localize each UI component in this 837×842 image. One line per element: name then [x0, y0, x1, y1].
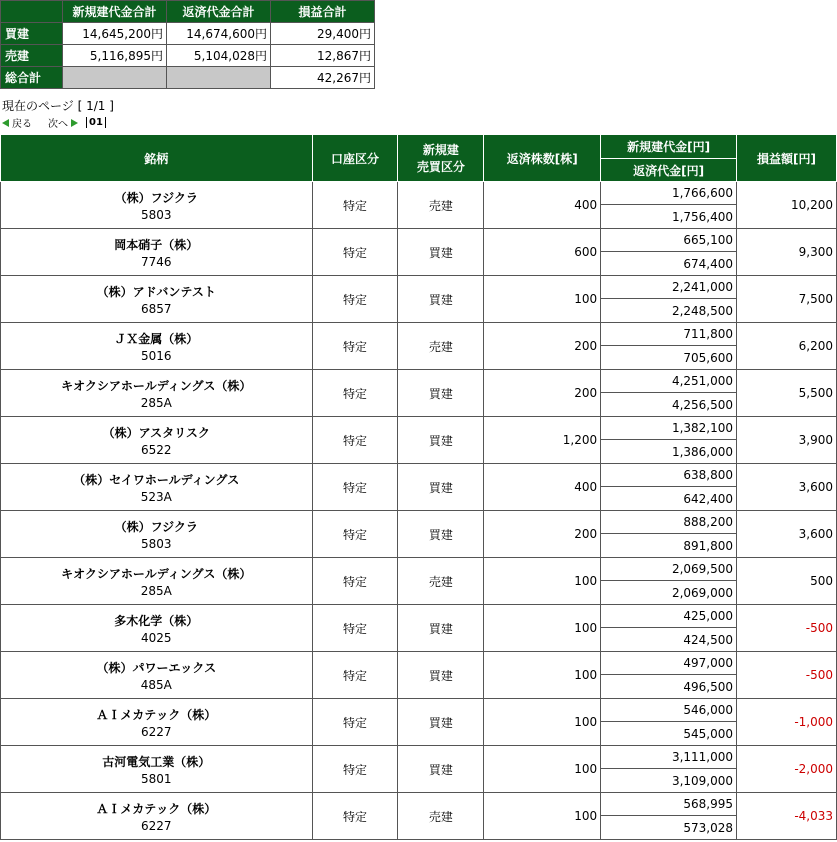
stock-code: 523A [140, 489, 172, 504]
account-type: 特定 [312, 229, 398, 276]
stock-code: 485A [140, 677, 172, 692]
prev-arrow-icon [2, 119, 9, 127]
col-header-close-amount: 返済代金[円] [601, 159, 737, 182]
positions-table [0, 134, 837, 840]
table-row [1, 746, 837, 769]
col-header-qty: 返済株数[株] [484, 135, 601, 182]
summary-empty-cell [167, 67, 271, 89]
page-info: 現在のページ [ 1/1 ] [2, 99, 114, 113]
stock-code: 6522 [141, 442, 172, 457]
table-row [1, 793, 837, 816]
stock-name: 古河電気工業（株） [102, 754, 211, 769]
summary-pl-total: 12,867円 [271, 45, 375, 67]
account-type: 特定 [312, 699, 398, 746]
close-amount: 642,400 [601, 487, 737, 511]
col-header-account: 口座区分 [312, 135, 398, 182]
profit-loss: 3,600 [737, 464, 837, 511]
close-amount: 3,109,000 [601, 769, 737, 793]
new-amount: 1,766,600 [601, 182, 737, 205]
col-header-name: 銘柄 [1, 135, 313, 182]
stock-cell [1, 511, 313, 558]
current-page: 01 [86, 117, 106, 128]
account-type: 特定 [312, 370, 398, 417]
stock-code: 5803 [141, 536, 172, 551]
table-row [1, 229, 837, 252]
trade-side: 買建 [398, 229, 484, 276]
trade-side: 買建 [398, 370, 484, 417]
stock-cell [1, 182, 313, 229]
profit-loss: -1,000 [737, 699, 837, 746]
new-amount: 1,382,100 [601, 417, 737, 440]
summary-new-total: 14,645,200円 [63, 23, 167, 45]
summary-new-total: 5,116,895円 [63, 45, 167, 67]
close-amount: 705,600 [601, 346, 737, 370]
account-type: 特定 [312, 511, 398, 558]
summary-header-new: 新規建代金合計 [63, 1, 167, 23]
stock-cell [1, 605, 313, 652]
trade-side: 買建 [398, 746, 484, 793]
new-amount: 568,995 [601, 793, 737, 816]
stock-cell [1, 699, 313, 746]
profit-loss: 500 [737, 558, 837, 605]
stock-cell [1, 464, 313, 511]
summary-row-sell [1, 45, 375, 67]
account-type: 特定 [312, 276, 398, 323]
new-amount: 4,251,000 [601, 370, 737, 393]
new-amount: 665,100 [601, 229, 737, 252]
stock-code: 5803 [141, 207, 172, 222]
profit-loss: -500 [737, 605, 837, 652]
stock-code: 6227 [141, 724, 172, 739]
close-amount: 424,500 [601, 628, 737, 652]
stock-cell [1, 793, 313, 840]
profit-loss: 3,600 [737, 511, 837, 558]
stock-code: 285A [140, 395, 172, 410]
close-qty: 400 [484, 464, 601, 511]
new-amount: 888,200 [601, 511, 737, 534]
table-row [1, 464, 837, 487]
close-qty: 100 [484, 558, 601, 605]
new-amount: 3,111,000 [601, 746, 737, 769]
trade-side: 売建 [398, 793, 484, 840]
table-row [1, 417, 837, 440]
account-type: 特定 [312, 417, 398, 464]
stock-name: ＡＩメカテック（株） [96, 707, 217, 722]
new-amount: 425,000 [601, 605, 737, 628]
table-row [1, 182, 837, 205]
stock-cell [1, 370, 313, 417]
account-type: 特定 [312, 558, 398, 605]
new-amount: 497,000 [601, 652, 737, 675]
close-amount: 573,028 [601, 816, 737, 840]
close-amount: 4,256,500 [601, 393, 737, 417]
summary-pl-total: 29,400円 [271, 23, 375, 45]
profit-loss: -500 [737, 652, 837, 699]
next-page-link[interactable]: 次へ [48, 119, 68, 130]
table-row [1, 323, 837, 346]
close-qty: 100 [484, 746, 601, 793]
stock-name: （株）アスタリスク [102, 425, 210, 440]
summary-total-label: 総合計 [1, 67, 63, 89]
trade-side: 買建 [398, 276, 484, 323]
new-amount: 546,000 [601, 699, 737, 722]
stock-name: （株）フジクラ [114, 519, 198, 534]
new-amount: 711,800 [601, 323, 737, 346]
account-type: 特定 [312, 464, 398, 511]
trade-side: 買建 [398, 464, 484, 511]
close-qty: 100 [484, 652, 601, 699]
summary-grand-total: 42,267円 [271, 67, 375, 89]
stock-name: ＡＩメカテック（株） [96, 801, 217, 816]
stock-code: 5016 [141, 348, 172, 363]
col-header-pl: 損益額[円] [737, 135, 837, 182]
stock-cell [1, 323, 313, 370]
close-qty: 100 [484, 605, 601, 652]
trade-side: 売建 [398, 182, 484, 229]
new-amount: 638,800 [601, 464, 737, 487]
stock-name: ＪＸ金属（株） [114, 331, 199, 346]
account-type: 特定 [312, 182, 398, 229]
account-type: 特定 [312, 605, 398, 652]
table-row [1, 511, 837, 534]
close-amount: 496,500 [601, 675, 737, 699]
stock-cell [1, 276, 313, 323]
stock-code: 7746 [141, 254, 172, 269]
summary-close-total: 5,104,028円 [167, 45, 271, 67]
trade-side: 買建 [398, 417, 484, 464]
profit-loss: 3,900 [737, 417, 837, 464]
close-qty: 200 [484, 323, 601, 370]
close-amount: 1,386,000 [601, 440, 737, 464]
new-amount: 2,241,000 [601, 276, 737, 299]
account-type: 特定 [312, 323, 398, 370]
close-qty: 100 [484, 793, 601, 840]
table-row [1, 605, 837, 628]
stock-name: 岡本硝子（株） [114, 237, 199, 252]
stock-name: 多木化学（株） [114, 613, 199, 628]
profit-loss: -2,000 [737, 746, 837, 793]
stock-code: 6857 [141, 301, 172, 316]
summary-row-buy [1, 23, 375, 45]
trade-side: 買建 [398, 699, 484, 746]
summary-empty-cell [63, 67, 167, 89]
summary-table [0, 0, 375, 89]
trade-side: 買建 [398, 605, 484, 652]
trade-side: 買建 [398, 511, 484, 558]
account-type: 特定 [312, 793, 398, 840]
stock-cell [1, 558, 313, 605]
close-qty: 1,200 [484, 417, 601, 464]
account-type: 特定 [312, 652, 398, 699]
stock-cell [1, 417, 313, 464]
close-amount: 2,248,500 [601, 299, 737, 323]
close-amount: 674,400 [601, 252, 737, 276]
summary-header-close: 返済代金合計 [167, 1, 271, 23]
stock-name: （株）パワーエックス [96, 660, 217, 675]
close-amount: 1,756,400 [601, 205, 737, 229]
new-amount: 2,069,500 [601, 558, 737, 581]
profit-loss: 6,200 [737, 323, 837, 370]
profit-loss: 7,500 [737, 276, 837, 323]
table-row [1, 276, 837, 299]
summary-corner [1, 1, 63, 23]
close-qty: 100 [484, 276, 601, 323]
close-qty: 200 [484, 511, 601, 558]
stock-cell [1, 652, 313, 699]
table-row [1, 558, 837, 581]
stock-code: 6227 [141, 818, 172, 833]
table-row [1, 370, 837, 393]
col-header-side: 新規建 売買区分 [398, 135, 484, 182]
stock-code: 285A [140, 583, 172, 598]
close-amount: 545,000 [601, 722, 737, 746]
col-header-new-amount: 新規建代金[円] [601, 135, 737, 159]
stock-code: 5801 [141, 771, 172, 786]
summary-row-label: 買建 [1, 23, 63, 45]
stock-code: 4025 [141, 630, 172, 645]
summary-row-total [1, 67, 375, 89]
stock-name: （株）フジクラ [114, 190, 198, 205]
table-row [1, 652, 837, 675]
close-qty: 200 [484, 370, 601, 417]
trade-side: 買建 [398, 652, 484, 699]
stock-name: キオクシアホールディングス（株） [61, 566, 252, 581]
table-row [1, 699, 837, 722]
pager [2, 115, 106, 130]
account-type: 特定 [312, 746, 398, 793]
stock-name: （株）アドバンテスト [96, 284, 216, 299]
profit-loss: -4,033 [737, 793, 837, 840]
close-qty: 400 [484, 182, 601, 229]
stock-name: （株）セイワホールディングス [73, 472, 240, 487]
summary-header-pl: 損益合計 [271, 1, 375, 23]
close-amount: 2,069,000 [601, 581, 737, 605]
stock-cell [1, 229, 313, 276]
trade-side: 売建 [398, 558, 484, 605]
stock-name: キオクシアホールディングス（株） [61, 378, 252, 393]
profit-loss: 10,200 [737, 182, 837, 229]
next-arrow-icon [71, 119, 78, 127]
close-qty: 600 [484, 229, 601, 276]
summary-row-label: 売建 [1, 45, 63, 67]
close-qty: 100 [484, 699, 601, 746]
profit-loss: 5,500 [737, 370, 837, 417]
stock-cell [1, 746, 313, 793]
trade-side: 売建 [398, 323, 484, 370]
close-amount: 891,800 [601, 534, 737, 558]
prev-page-link[interactable]: 戻る [12, 119, 32, 130]
profit-loss: 9,300 [737, 229, 837, 276]
summary-close-total: 14,674,600円 [167, 23, 271, 45]
